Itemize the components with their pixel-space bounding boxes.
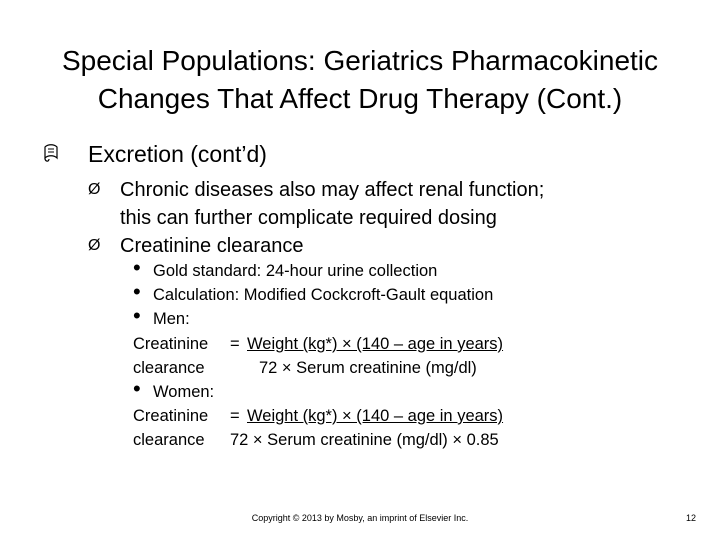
title-line-1: Special Populations: Geriatrics Pharmacokinetic — [61, 45, 659, 76]
formula-numerator: Weight (kg*) × (140 – age in years) — [247, 407, 504, 425]
bullet-men-text: Men: — [153, 310, 190, 328]
bullet-chronic-diseases-text — [120, 176, 544, 232]
formula-label-creatinine: Creatinine — [133, 335, 209, 353]
page-number: 12 — [685, 513, 696, 523]
formula-equals: = — [230, 407, 240, 425]
formula-label-clearance: clearance — [133, 431, 205, 449]
dot-bullet-icon: • — [133, 376, 141, 401]
bullet-excretion-text: Excretion (cont’d) — [88, 141, 267, 167]
bullet-line: Chronic diseases also may affect renal function; — [120, 179, 545, 201]
bullet-line: this can further complicate required dosing — [120, 207, 497, 229]
formula-label-clearance: clearance — [133, 359, 205, 377]
bullet-creatinine-clearance-text: Creatinine clearance — [120, 235, 304, 257]
bullet-women-text: Women: — [153, 383, 215, 401]
scroll-bullet-icon — [42, 143, 60, 165]
formula-label-creatinine: Creatinine — [133, 407, 209, 425]
title-line-2: Changes That Affect Drug Therapy (Cont.) — [97, 83, 623, 114]
slide-title — [0, 42, 720, 118]
formula-denominator: 72 × Serum creatinine (mg/dl) × 0.85 — [230, 431, 499, 449]
dot-bullet-icon: • — [133, 255, 141, 280]
formula-equals: = — [230, 335, 240, 353]
arrowhead-bullet-icon: Ø — [88, 181, 101, 198]
copyright-footer: Copyright © 2013 by Mosby, an imprint of Elsevier Inc. — [251, 513, 469, 523]
dot-bullet-icon: • — [133, 279, 141, 304]
formula-denominator: 72 × Serum creatinine (mg/dl) — [259, 359, 477, 377]
formula-numerator: Weight (kg*) × (140 – age in years) — [247, 335, 504, 353]
arrowhead-bullet-icon: Ø — [88, 237, 101, 254]
bullet-gold-standard-text: Gold standard: 24-hour urine collection — [153, 262, 438, 280]
dot-bullet-icon: • — [133, 303, 141, 328]
bullet-calculation-text: Calculation: Modified Cockcroft-Gault equation — [153, 286, 494, 304]
